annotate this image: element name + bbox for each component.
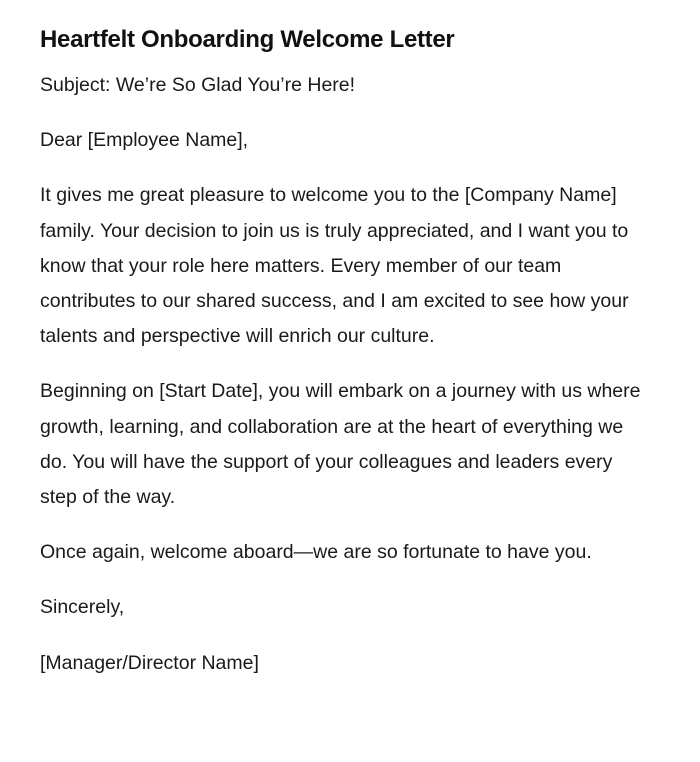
subject-line: Subject: We’re So Glad You’re Here!	[40, 74, 356, 96]
letter-document	[40, 22, 652, 701]
body-paragraph-welcome: It gives me great pleasure to welcome you to the [Company Name] family. Your decision to join us is truly appreciated, and I want you to know that your role here matters. Every member of our team contributes to our shared success, and I am excited to see how your talents and perspective will enrich our culture.	[40, 184, 629, 348]
signature-name: [Manager/Director Name]	[40, 651, 259, 674]
body-paragraph-start-date: Beginning on [Start Date], you will embark on a journey with us where growth, learning, and collaboration are at the heart of everything we do. You will have the support of your colleagues and leaders every step of the way.	[40, 380, 641, 509]
document-title: Heartfelt Onboarding Welcome Letter	[40, 26, 455, 53]
salutation: Dear [Employee Name],	[40, 129, 249, 152]
closing-line: Sincerely,	[40, 596, 125, 619]
body-paragraph-closing-note: Once again, welcome aboard—we are so fortunate to have you.	[40, 541, 592, 564]
